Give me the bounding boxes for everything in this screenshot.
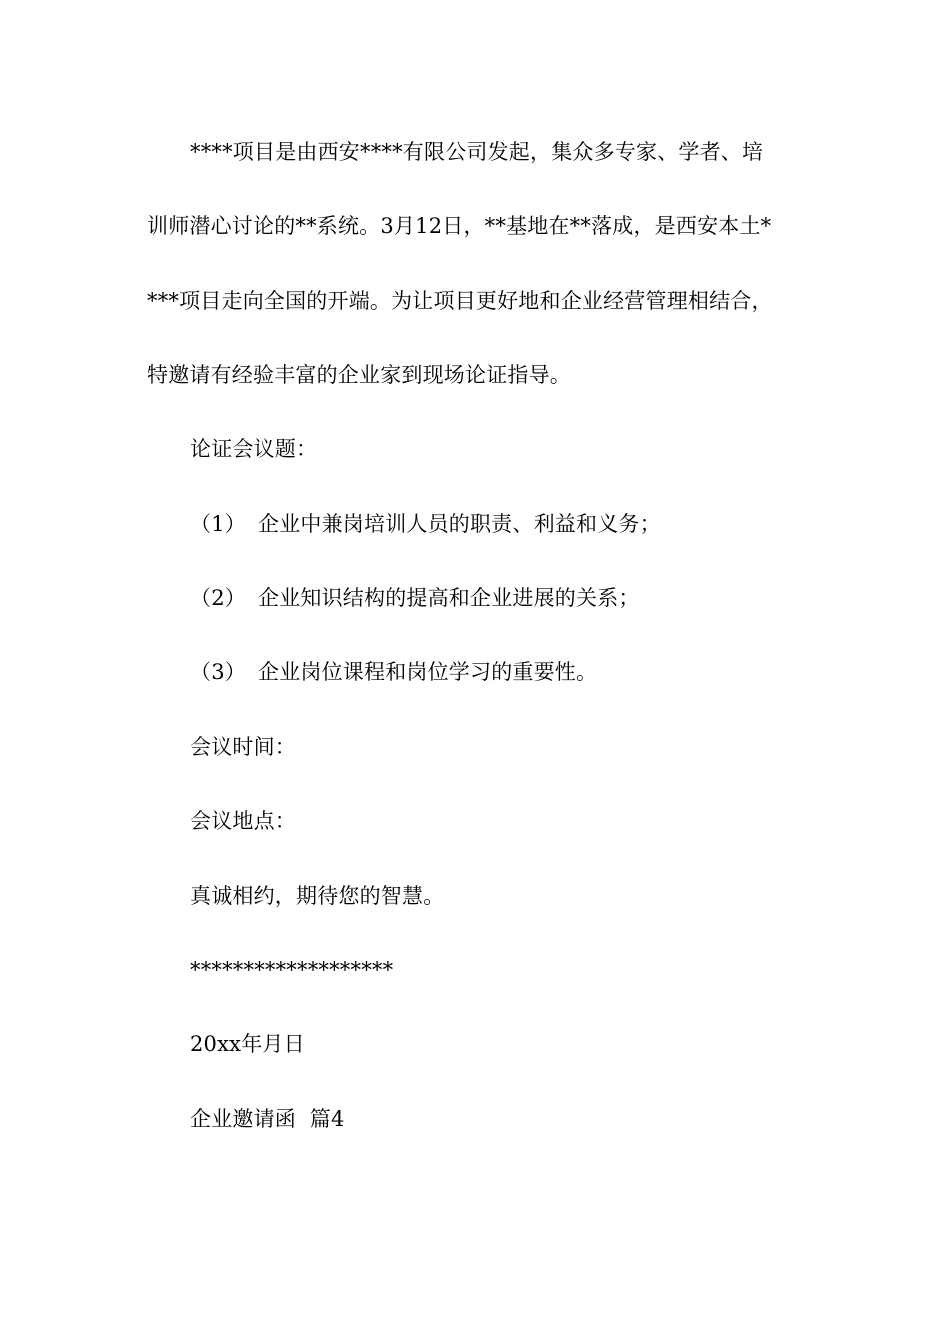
intro-line-3: ***项目走向全国的开端。为让项目更好地和企业经营管理相结合， (147, 289, 773, 313)
date-line: 20xx年月日 (190, 1032, 305, 1056)
topic-item-3 (190, 657, 597, 687)
intro-line-2: 训师潜心讨论的**系统。3月12日，**基地在**落成，是西安本土* (147, 214, 772, 238)
signature: ******************* (190, 958, 394, 982)
topic-number: （2） (190, 586, 246, 610)
topics-heading: 论证会议题： (190, 437, 318, 461)
topic-item-2 (190, 583, 640, 613)
topic-number: （1） (190, 512, 246, 536)
intro-line-1: ****项目是由西安****有限公司发起，集众多专家、学者、培 (190, 140, 764, 164)
topic-text: 企业岗位课程和岗位学习的重要性。 (258, 660, 598, 684)
section-heading: 企业邀请函 篇4 (190, 1107, 345, 1131)
meeting-place: 会议地点： (190, 809, 296, 833)
intro-line-4: 特邀请有经验丰富的企业家到现场论证指导。 (147, 363, 571, 387)
closing-line: 真诚相约，期待您的智慧。 (190, 884, 445, 908)
topic-item-1 (190, 509, 661, 539)
topic-text: 企业知识结构的提高和企业进展的关系； (258, 586, 640, 610)
meeting-time: 会议时间： (190, 735, 296, 759)
topic-text: 企业中兼岗培训人员的职责、利益和义务； (258, 512, 661, 536)
topic-number: （3） (190, 660, 246, 684)
